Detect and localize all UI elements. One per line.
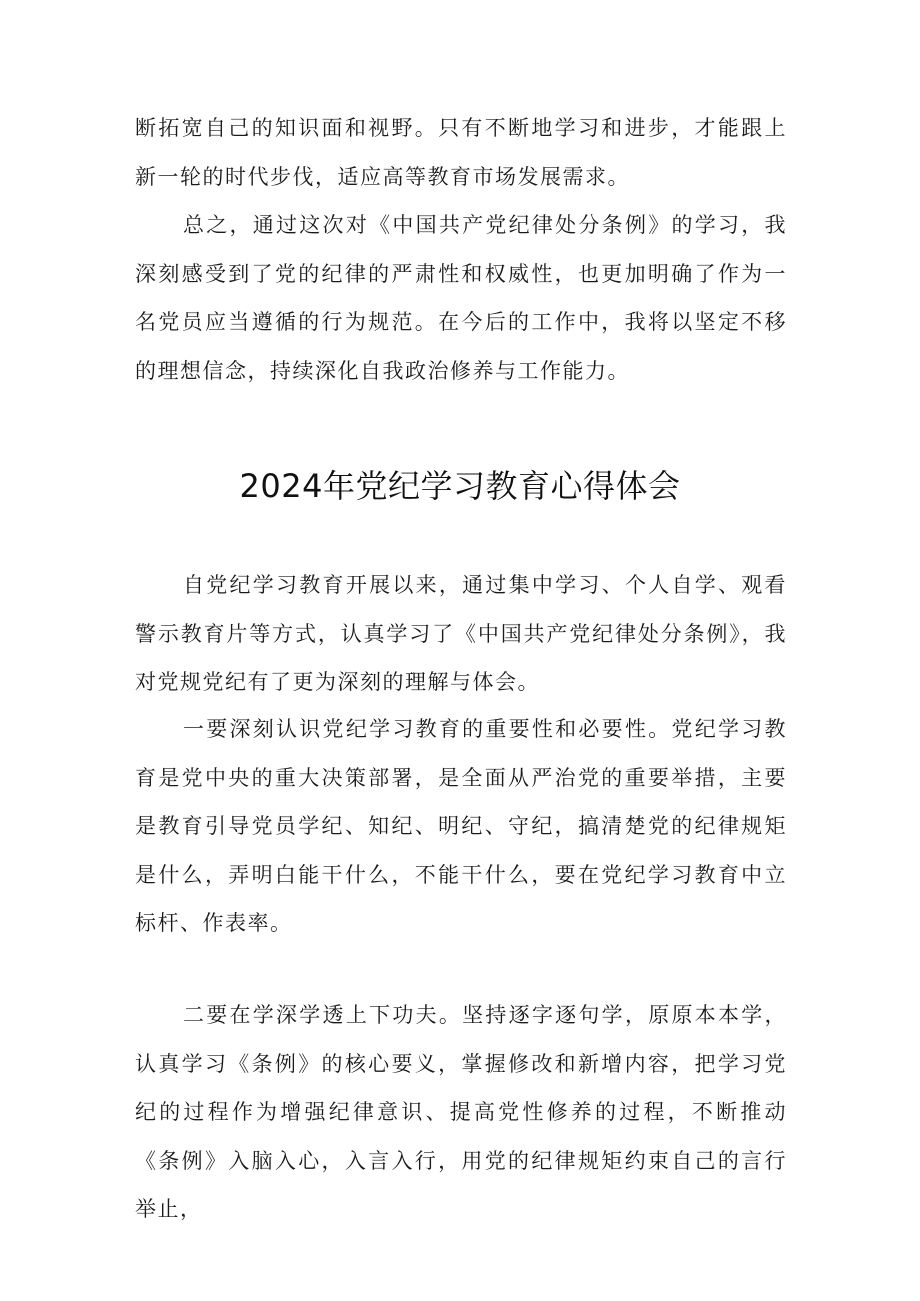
article-title: 2024年党纪学习教育心得体会 [239, 467, 681, 505]
paragraph-intro: 自党纪学习教育开展以来，通过集中学习、个人自学、观看警示教育片等方式，认真学习了《中国共产党纪律处分条例》，我对党规党纪有了更为深刻的理解与体会。 [135, 573, 787, 694]
paragraph-prev-continuation: 断拓宽自己的知识面和视野。只有不断地学习和进步，才能跟上新一轮的时代步伐，适应高等教育市场发展需求。 [135, 116, 787, 189]
paragraph-point-one: 一要深刻认识党纪学习教育的重要性和必要性。党纪学习教育是党中央的重大决策部署，是全面从严治党的重要举措，主要是教育引导党员学纪、知纪、明纪、守纪，搞清楚党的纪律规矩是什么，弄明白能干什么，不能干什么，要在党纪学习教育中立标杆、作表率。 [135, 717, 787, 935]
paragraph-prev-conclusion: 总之，通过这次对《中国共产党纪律处分条例》的学习，我深刻感受到了党的纪律的严肃性和权威性，也更加明确了作为一名党员应当遵循的行为规范。在今后的工作中，我将以坚定不移的理想信念，持续深化自我政治修养与工作能力。 [135, 213, 787, 383]
paragraph-point-two: 二要在学深学透上下功夫。坚持逐字逐句学，原原本本学，认真学习《条例》的核心要义，掌握修改和新增内容，把学习党纪的过程作为增强纪律意识、提高党性修养的过程，不断推动《条例》入脑入心，入言入行，用党的纪律规矩约束自己的言行举止， [135, 1003, 787, 1221]
